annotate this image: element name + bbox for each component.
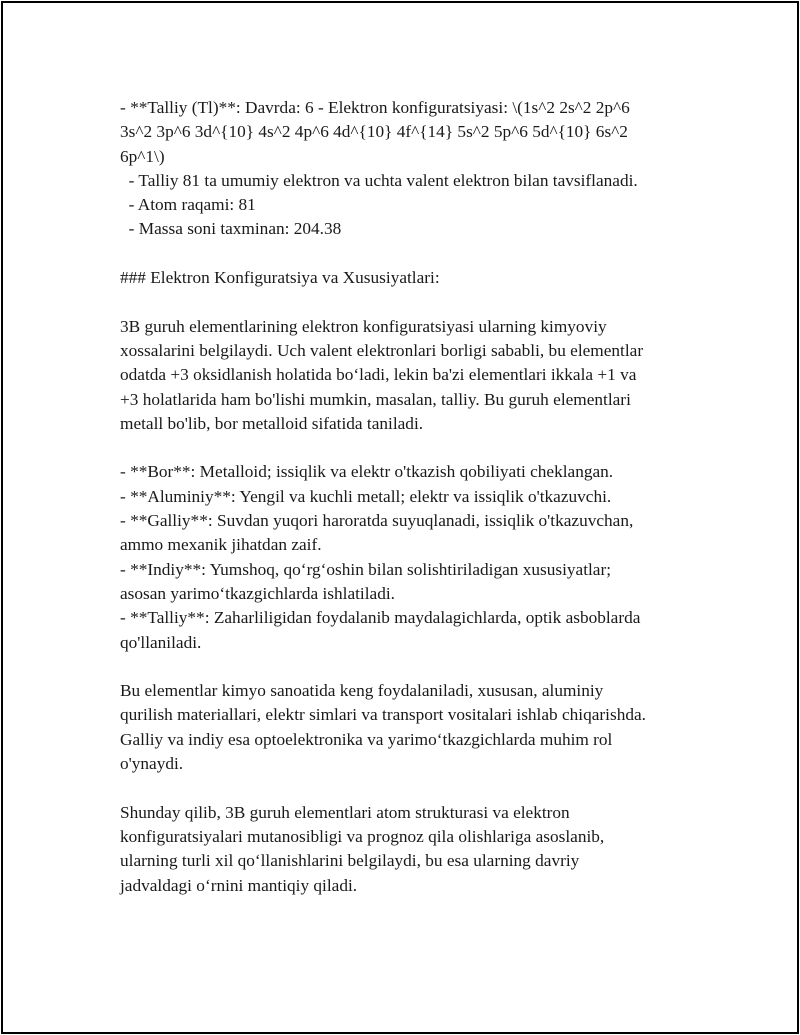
paragraph-line: Galliy va indiy esa optoelektronika va yarimo‘tkazgichlarda muhim rol	[120, 729, 613, 749]
list-item: - **Galliy**: Suvdan yuqori haroratda suyuqlanadi, issiqlik o'tkazuvchan,	[120, 511, 634, 531]
paragraph-line: xossalarini belgilaydi. Uch valent elektronlari borligi sababli, bu elementlar	[120, 340, 644, 360]
paragraph-line: Shunday qilib, 3B guruh elementlari atom strukturasi va elektron	[120, 802, 570, 822]
talliy-config-line-3: 6p^1\)	[120, 146, 165, 166]
list-item: - **Aluminiy**: Yengil va kuchli metall; elektr va issiqlik o'tkazuvchi.	[120, 486, 612, 506]
paragraph-line: konfiguratsiyalari mutanosibligi va prognoz qila olishlariga asoslanib,	[120, 826, 605, 846]
paragraph-line: ularning turli xil qo‘llanishlarini belgilaydi, bu esa ularning davriy	[120, 851, 580, 871]
list-item-continuation: ammo mexanik jihatdan zaif.	[120, 535, 322, 555]
talliy-sub-item: - Talliy 81 ta umumiy elektron va uchta valent elektron bilan tavsiflanadi.	[120, 170, 638, 190]
talliy-sub-item: - Massa soni taxminan: 204.38	[120, 219, 342, 239]
paragraph-line: metall bo'lib, bor metalloid sifatida taniladi.	[120, 413, 424, 433]
paragraph-line: +3 holatlarida ham bo'lishi mumkin, masalan, talliy. Bu guruh elementlari	[120, 389, 631, 409]
document-body	[120, 96, 700, 898]
talliy-entry	[120, 96, 700, 242]
list-item: - **Bor**: Metalloid; issiqlik va elektr o'tkazish qobiliyati cheklangan.	[120, 462, 614, 482]
talliy-sub-item: - Atom raqami: 81	[120, 195, 256, 215]
paragraph-usage	[120, 679, 700, 776]
list-item: - **Indiy**: Yumshoq, qo‘rg‘oshin bilan solishtiriladigan xususiyatlar;	[120, 559, 612, 579]
paragraph-line: 3B guruh elementlarining elektron konfiguratsiyasi ularning kimyoviy	[120, 316, 607, 336]
list-item-continuation: qo'llaniladi.	[120, 632, 202, 652]
paragraph-line: jadvaldagi o‘rnini mantiqiy qiladi.	[120, 875, 358, 895]
talliy-config-line-2: 3s^2 3p^6 3d^{10} 4s^2 4p^6 4d^{10} 4f^{14} 5s^2 5p^6 5d^{10} 6s^2	[120, 122, 628, 142]
list-item-continuation: asosan yarimo‘tkazgichlarda ishlatiladi.	[120, 583, 395, 603]
spacer	[120, 655, 700, 679]
paragraph-line: o'ynaydi.	[120, 754, 184, 774]
paragraph-conclusion	[120, 801, 700, 898]
paragraph-line: Bu elementlar kimyo sanoatida keng foydalaniladi, xususan, aluminiy	[120, 681, 604, 701]
section-heading: ### Elektron Konfiguratsiya va Xususiyatlari:	[120, 268, 440, 288]
paragraph-configuration	[120, 315, 700, 436]
paragraph-line: odatda +3 oksidlanish holatida bo‘ladi, lekin ba'zi elementlari ikkala +1 va	[120, 365, 637, 385]
element-properties-list	[120, 460, 700, 654]
page-frame	[1, 1, 799, 1034]
paragraph-line: qurilish materiallari, elektr simlari va transport vositalari ishlab chiqarishda.	[120, 705, 646, 725]
spacer	[120, 436, 700, 460]
talliy-config-line-1: - **Talliy (Tl)**: Davrda: 6 - Elektron konfiguratsiyasi: \(1s^2 2s^2 2p^6	[120, 98, 630, 117]
list-item: - **Talliy**: Zaharliligidan foydalanib maydalagichlarda, optik asboblarda	[120, 608, 641, 628]
spacer	[120, 776, 700, 800]
spacer	[120, 290, 700, 314]
spacer	[120, 242, 700, 266]
